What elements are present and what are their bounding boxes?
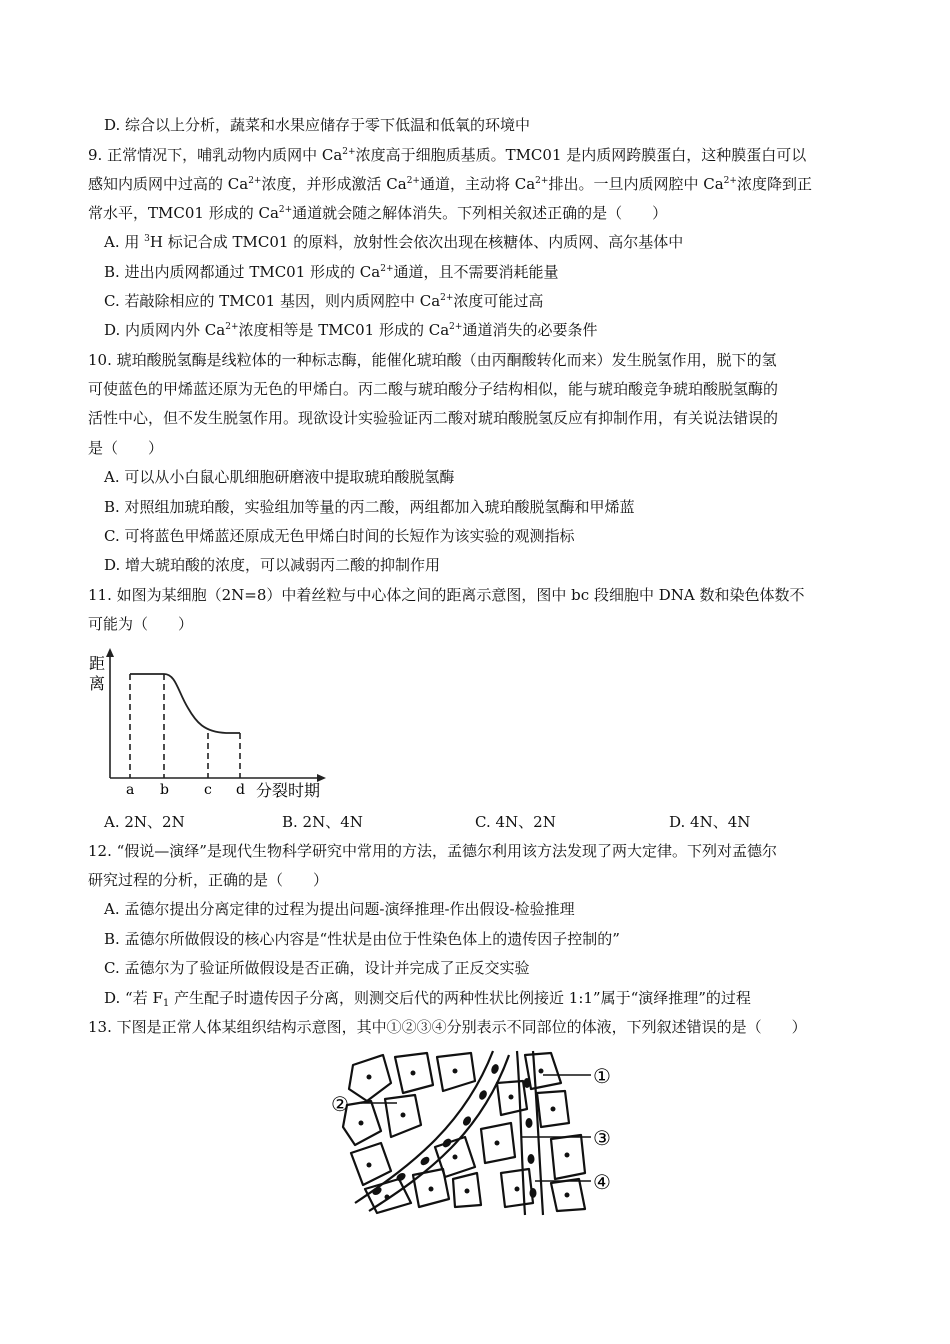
q10-stem-line4: 是（ ） <box>88 439 164 457</box>
y-axis-arrow <box>106 648 114 657</box>
red-blood-cell <box>419 1155 431 1167</box>
q11-option-a: A. 2N、2N <box>104 813 185 831</box>
cell-nucleus <box>509 1095 514 1100</box>
tick-b: b <box>160 782 169 798</box>
q13-stem-line1: 13. 下图是正常人体某组织结构示意图，其中①②③④分别表示不同部位的体液，下列叙述错误的是（ ） <box>88 1018 807 1036</box>
red-blood-cell <box>528 1154 535 1164</box>
q11-option-c: C. 4N、2N <box>475 813 556 831</box>
q12-option-d: D. “若 $F_1$ 产生配子时遗传因子分离，则测交后代的两种性状比例接近 1:1”属于“演绎推理”的过程 <box>104 989 751 1009</box>
q9-option-d: D. 内质网内外 $Ca^{2+}$浓度相等是 TMC01 形成的 $Ca^{2+}$通道消失的必要条件 <box>104 321 598 339</box>
capillary-wall <box>355 1051 493 1203</box>
label-1: ① <box>593 1064 611 1088</box>
x-axis-label: 分裂时期 <box>256 781 321 800</box>
q9-option-a: A. 用 $^3$H 标记合成 TMC01 的原料，放射性会依次出现在核糖体、内质网、高尔基体中 <box>104 233 684 251</box>
q9-stem-line1: 9. 正常情况下，哺乳动物内质网中 $Ca^{2+}$浓度高于细胞质基质。TMC01 是内质网跨膜蛋白，这种膜蛋白可以 <box>88 146 807 164</box>
q12-option-b: B. 孟德尔所做假设的核心内容是“性状是由位于性染色体上的遗传因子控制的” <box>104 930 620 948</box>
label-3: ③ <box>593 1126 611 1150</box>
q9-stem-line2: 感知内质网中过高的 $Ca^{2+}$浓度，并形成激活 $Ca^{2+}$通道，主动将 $Ca^{2+}$排出。一旦内质网腔中 $Ca^{2+}$浓度降到正 <box>88 175 812 193</box>
red-blood-cell <box>530 1188 537 1198</box>
cell-nucleus <box>429 1187 434 1192</box>
q10-option-b: B. 对照组加琥珀酸，实验组加等量的丙二酸，两组都加入琥珀酸脱氢酶和甲烯蓝 <box>104 498 635 516</box>
q12-option-c: C. 孟德尔为了验证所做假设是否正确，设计并完成了正反交实验 <box>104 959 530 977</box>
q11-option-d: D. 4N、4N <box>669 813 751 831</box>
cell-nucleus <box>453 1155 458 1160</box>
label-4: ④ <box>593 1170 611 1194</box>
cell-nucleus <box>367 1163 372 1168</box>
q10-stem-line2: 可使蓝色的甲烯蓝还原为无色的甲烯白。丙二酸与琥珀酸分子结构相似，能与琥珀酸竞争琥珀酸脱氢酶的 <box>88 380 779 398</box>
q12-stem-line1: 12. “假说—演绎”是现代生物科学研究中常用的方法，孟德尔利用该方法发现了两大定律。下列对孟德尔 <box>88 842 777 860</box>
distance-curve <box>130 674 240 733</box>
q8-option-d: D. 综合以上分析，蔬菜和水果应储存于零下低温和低氧的环境中 <box>104 116 531 134</box>
q9-option-c: C. 若敲除相应的 TMC01 基因，则内质网腔中 $Ca^{2+}$浓度可能过高 <box>104 292 544 310</box>
q9-option-b: B. 进出内质网都通过 TMC01 形成的 $Ca^{2+}$通道，且不需要消耗能量 <box>104 263 559 281</box>
red-blood-cell <box>478 1089 489 1101</box>
cell-nucleus <box>385 1195 390 1200</box>
cell-nucleus <box>453 1069 458 1074</box>
q10-stem-line3: 活性中心，但不发生脱氢作用。现欲设计实验验证丙二酸对琥珀酸脱氢反应有抑制作用，有关说法错误的 <box>88 409 779 427</box>
cell-nucleus <box>565 1193 570 1198</box>
label-2: ② <box>331 1092 349 1116</box>
cell-nucleus <box>401 1113 406 1118</box>
q10-option-c: C. 可将蓝色甲烯蓝还原成无色甲烯白时间的长短作为该实验的观测指标 <box>104 527 575 545</box>
cell-nucleus <box>359 1121 364 1126</box>
cell-nucleus <box>565 1153 570 1158</box>
tick-a: a <box>126 782 135 798</box>
cell-nucleus <box>539 1069 544 1074</box>
red-blood-cell <box>524 1078 531 1088</box>
q11-stem-line1: 11. 如图为某细胞（2N=8）中着丝粒与中心体之间的距离示意图，图中 bc 段细胞中 DNA 数和染色体数不 <box>88 586 805 604</box>
cell-nucleus <box>411 1071 416 1076</box>
red-blood-cell <box>490 1063 500 1075</box>
q10-option-d: D. 增大琥珀酸的浓度，可以减弱丙二酸的抑制作用 <box>104 556 441 574</box>
y-label-char-2: 离 <box>89 674 106 693</box>
q11-stem-line2: 可能为（ ） <box>88 615 194 633</box>
cell-nucleus <box>495 1141 500 1146</box>
red-blood-cell <box>526 1118 533 1128</box>
y-label-char-1: 距 <box>89 654 106 673</box>
q9-stem-line3: 常水平，TMC01 形成的 $Ca^{2+}$通道就会随之解体消失。下列相关叙述正确的是（ ） <box>88 204 668 222</box>
q12-stem-line2: 研究过程的分析，正确的是（ ） <box>88 871 329 889</box>
cell-nucleus <box>515 1187 520 1192</box>
tick-c: c <box>204 782 212 798</box>
q11-option-b: B. 2N、4N <box>282 813 363 831</box>
q10-stem-line1: 10. 琥珀酸脱氢酶是线粒体的一种标志酶，能催化琥珀酸（由丙酮酸转化而来）发生脱氢作用，脱下的氢 <box>88 351 777 369</box>
q13-tissue-diagram <box>325 1043 625 1218</box>
cell-nucleus <box>367 1075 372 1080</box>
tick-d: d <box>236 782 245 798</box>
q10-option-a: A. 可以从小白鼠心肌细胞研磨液中提取琥珀酸脱氢酶 <box>104 468 455 486</box>
cell-nucleus <box>465 1189 470 1194</box>
q11-distance-graph <box>80 644 340 804</box>
cell-nucleus <box>551 1107 556 1112</box>
q12-option-a: A. 孟德尔提出分离定律的过程为提出问题-演绎推理-作出假设-检验推理 <box>104 900 575 918</box>
